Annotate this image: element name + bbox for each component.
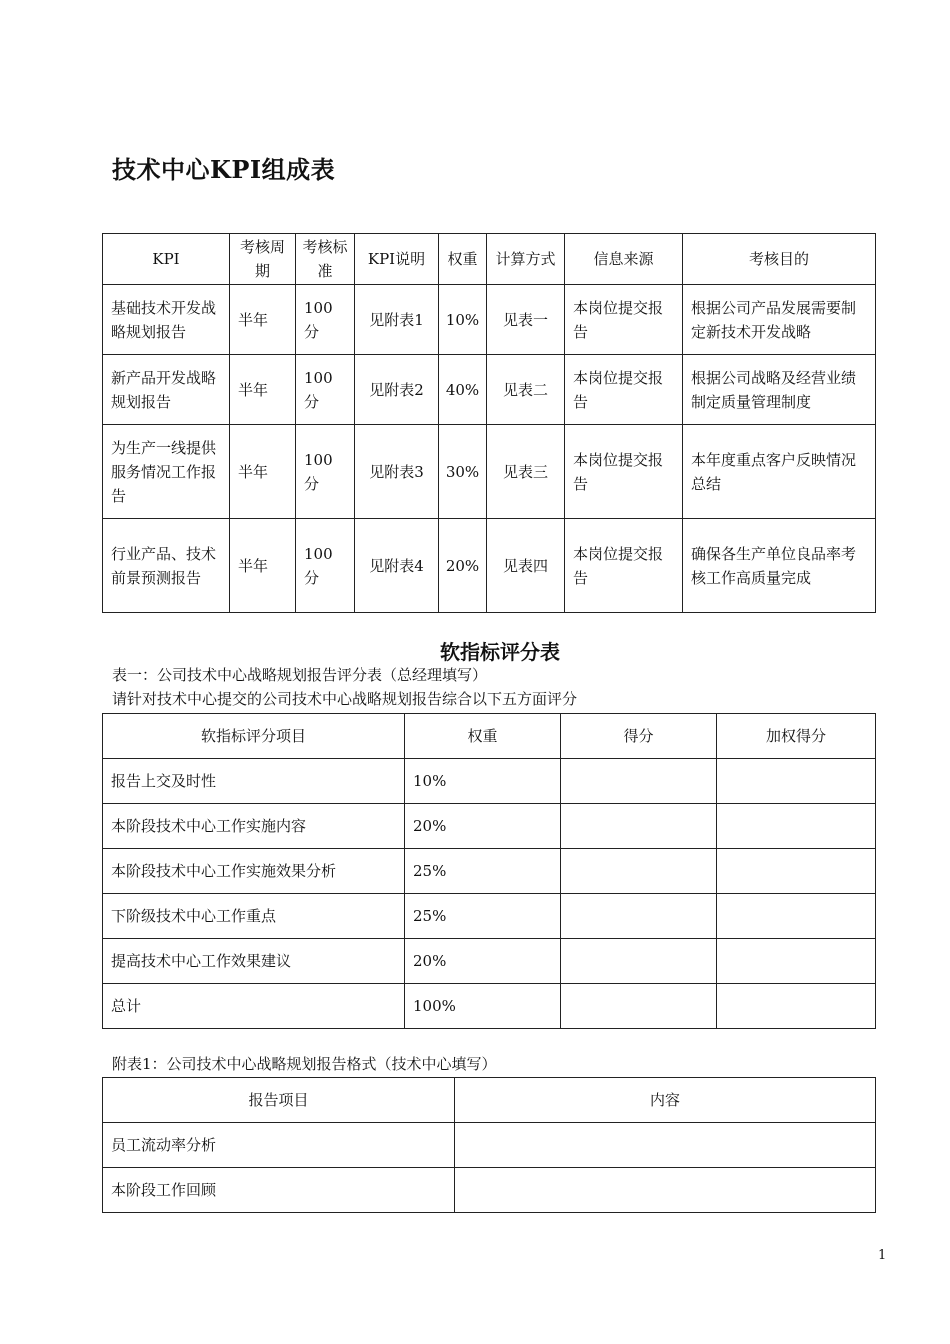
appendix-caption: 附表1：公司技术中心战略规划报告格式（技术中心填写） <box>112 1055 497 1073</box>
table-row <box>103 804 876 849</box>
kpi-header-cell: 信息来源 <box>565 234 683 285</box>
standard-cell: 100分 <box>296 285 355 355</box>
kpi-header-cell: 考核周期 <box>230 234 296 285</box>
description-cell: 见附表4 <box>355 519 439 613</box>
standard-cell: 100分 <box>296 519 355 613</box>
table-row <box>103 285 876 355</box>
purpose-cell: 本年度重点客户反映情况总结 <box>683 425 876 519</box>
page-number: 1 <box>878 1248 887 1263</box>
score-item-cell: 总计 <box>103 984 405 1029</box>
score-weight-cell: 25% <box>405 894 561 939</box>
score-header-row <box>103 714 876 759</box>
score-weight-cell: 20% <box>405 804 561 849</box>
table-row <box>103 939 876 984</box>
score-header-cell: 加权得分 <box>717 714 876 759</box>
calculation-cell: 见表三 <box>487 425 565 519</box>
calculation-cell: 见表一 <box>487 285 565 355</box>
period-cell: 半年 <box>230 285 296 355</box>
weight-cell: 10% <box>439 285 487 355</box>
score-weight-cell: 20% <box>405 939 561 984</box>
score-weight-cell: 25% <box>405 849 561 894</box>
kpi-header-cell: 权重 <box>439 234 487 285</box>
score-input-cell[interactable] <box>561 939 717 984</box>
score-header-cell: 权重 <box>405 714 561 759</box>
score-header-cell: 得分 <box>561 714 717 759</box>
weight-cell: 30% <box>439 425 487 519</box>
score-weight-cell: 100% <box>405 984 561 1029</box>
kpi-name-cell: 新产品开发战略规划报告 <box>103 355 230 425</box>
appendix-header-cell: 报告项目 <box>103 1078 455 1123</box>
content-cell[interactable] <box>455 1123 876 1168</box>
kpi-name-cell: 行业产品、技术前景预测报告 <box>103 519 230 613</box>
description-cell: 见附表3 <box>355 425 439 519</box>
kpi-header-cell: KPI说明 <box>355 234 439 285</box>
calculation-cell: 见表二 <box>487 355 565 425</box>
period-cell: 半年 <box>230 519 296 613</box>
kpi-header-cell: KPI <box>103 234 230 285</box>
description-cell: 见附表1 <box>355 285 439 355</box>
weight-cell: 20% <box>439 519 487 613</box>
source-cell: 本岗位提交报告 <box>565 425 683 519</box>
table-row <box>103 425 876 519</box>
weighted-score-cell[interactable] <box>717 759 876 804</box>
content-cell[interactable] <box>455 1168 876 1213</box>
weighted-score-cell[interactable] <box>717 804 876 849</box>
weighted-score-cell[interactable] <box>717 939 876 984</box>
report-item-cell: 员工流动率分析 <box>103 1123 455 1168</box>
table-row <box>103 759 876 804</box>
score-table-instruction: 请针对技术中心提交的公司技术中心战略规划报告综合以下五方面评分 <box>112 690 578 708</box>
table-row <box>103 355 876 425</box>
description-cell: 见附表2 <box>355 355 439 425</box>
score-input-cell[interactable] <box>561 894 717 939</box>
appendix-header-cell: 内容 <box>455 1078 876 1123</box>
weighted-score-cell[interactable] <box>717 984 876 1029</box>
report-item-cell: 本阶段工作回顾 <box>103 1168 455 1213</box>
kpi-table <box>102 233 876 613</box>
score-item-cell: 本阶段技术中心工作实施效果分析 <box>103 849 405 894</box>
purpose-cell: 确保各生产单位良品率考核工作高质量完成 <box>683 519 876 613</box>
table-row <box>103 849 876 894</box>
kpi-name-cell: 基础技术开发战略规划报告 <box>103 285 230 355</box>
score-header-cell: 软指标评分项目 <box>103 714 405 759</box>
score-item-cell: 下阶级技术中心工作重点 <box>103 894 405 939</box>
weighted-score-cell[interactable] <box>717 894 876 939</box>
weight-cell: 40% <box>439 355 487 425</box>
kpi-header-row <box>103 234 876 285</box>
kpi-header-cell: 考核目的 <box>683 234 876 285</box>
source-cell: 本岗位提交报告 <box>565 285 683 355</box>
standard-cell: 100分 <box>296 355 355 425</box>
table-row <box>103 894 876 939</box>
standard-cell: 100分 <box>296 425 355 519</box>
score-item-cell: 报告上交及时性 <box>103 759 405 804</box>
kpi-name-cell: 为生产一线提供服务情况工作报告 <box>103 425 230 519</box>
score-item-cell: 本阶段技术中心工作实施内容 <box>103 804 405 849</box>
kpi-header-cell: 计算方式 <box>487 234 565 285</box>
score-input-cell[interactable] <box>561 759 717 804</box>
kpi-header-cell: 考核标准 <box>296 234 355 285</box>
page-title: 技术中心KPI组成表 <box>112 155 336 184</box>
appendix-header-row <box>103 1078 876 1123</box>
score-table <box>102 713 876 1029</box>
table-row <box>103 984 876 1029</box>
source-cell: 本岗位提交报告 <box>565 519 683 613</box>
table-row <box>103 1123 876 1168</box>
appendix-format-table <box>102 1077 876 1213</box>
calculation-cell: 见表四 <box>487 519 565 613</box>
score-item-cell: 提高技术中心工作效果建议 <box>103 939 405 984</box>
weighted-score-cell[interactable] <box>717 849 876 894</box>
score-weight-cell: 10% <box>405 759 561 804</box>
table-row <box>103 1168 876 1213</box>
score-table-caption: 表一：公司技术中心战略规划报告评分表（总经理填写） <box>112 666 488 684</box>
period-cell: 半年 <box>230 425 296 519</box>
score-input-cell[interactable] <box>561 849 717 894</box>
period-cell: 半年 <box>230 355 296 425</box>
score-input-cell[interactable] <box>561 984 717 1029</box>
score-input-cell[interactable] <box>561 804 717 849</box>
purpose-cell: 根据公司战略及经营业绩制定质量管理制度 <box>683 355 876 425</box>
purpose-cell: 根据公司产品发展需要制定新技术开发战略 <box>683 285 876 355</box>
soft-indicator-title: 软指标评分表 <box>440 640 560 664</box>
source-cell: 本岗位提交报告 <box>565 355 683 425</box>
table-row <box>103 519 876 613</box>
